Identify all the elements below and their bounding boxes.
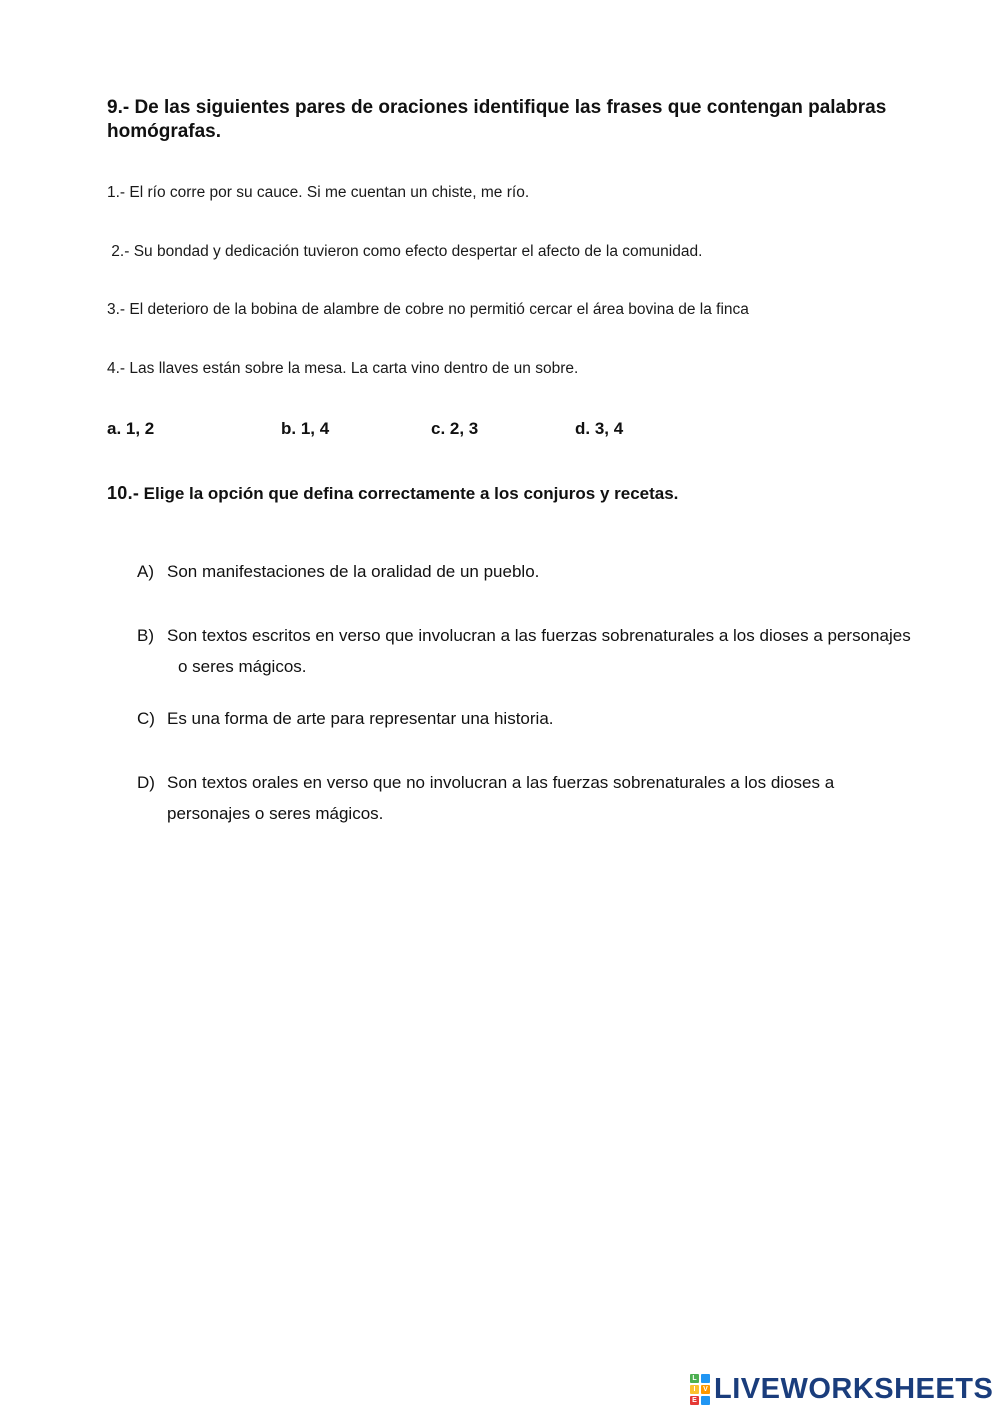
logo-block-i: I <box>690 1385 699 1394</box>
sentence-2: 2.- Su bondad y dedicación tuvieron como efecto despertar el afecto de la comunidad. <box>107 243 703 260</box>
liveworksheets-logo <box>690 1373 993 1406</box>
question-9-heading-line1: 9.- De las siguientes pares de oraciones identifique las frases que contengan palabras <box>107 97 887 118</box>
answer-option-a[interactable]: a. 1, 2 <box>107 419 155 438</box>
logo-block-v: V <box>701 1385 710 1394</box>
question-9-heading-line2: homógrafas. <box>107 121 222 142</box>
logo-block-blank-1 <box>701 1374 710 1383</box>
answer-option-b[interactable]: b. 1, 4 <box>281 419 330 438</box>
question-10-text: Elige la opción que defina correctamente a los conjuros y recetas. <box>143 484 679 503</box>
logo-block-l: L <box>690 1374 699 1383</box>
logo-wordmark: LIVEWORKSHEETS <box>714 1373 994 1405</box>
question-10-number: 10.- <box>107 483 140 503</box>
answer-option-d[interactable]: d. 3, 4 <box>575 419 624 438</box>
option-d-letter: D) <box>137 773 155 792</box>
option-b-text-line2: o seres mágicos. <box>178 657 307 676</box>
answer-option-c[interactable]: c. 2, 3 <box>431 419 479 438</box>
logo-blocks-icon <box>690 1374 710 1405</box>
sentence-4: 4.- Las llaves están sobre la mesa. La carta vino dentro de un sobre. <box>107 360 579 377</box>
option-c-letter: C) <box>137 709 155 728</box>
option-d-text-line2: personajes o seres mágicos. <box>167 804 384 823</box>
option-a-letter: A) <box>137 562 154 581</box>
sentence-1: 1.- El río corre por su cauce. Si me cuentan un chiste, me río. <box>107 184 530 201</box>
option-c-text: Es una forma de arte para representar una historia. <box>167 709 554 728</box>
option-a-text: Son manifestaciones de la oralidad de un pueblo. <box>167 562 540 581</box>
logo-block-e: E <box>690 1396 699 1405</box>
option-b-letter: B) <box>137 626 154 645</box>
logo-block-blank-2 <box>701 1396 710 1405</box>
option-d-text-line1: Son textos orales en verso que no involucran a las fuerzas sobrenaturales a los dioses a <box>167 773 835 792</box>
question-9-heading <box>107 96 967 144</box>
sentence-3: 3.- El deterioro de la bobina de alambre de cobre no permitió cercar el área bovina de la finca <box>107 301 749 318</box>
question-10-heading <box>107 481 678 507</box>
option-b-text-line1: Son textos escritos en verso que involucran a las fuerzas sobrenaturales a los dioses a personajes <box>167 626 911 645</box>
